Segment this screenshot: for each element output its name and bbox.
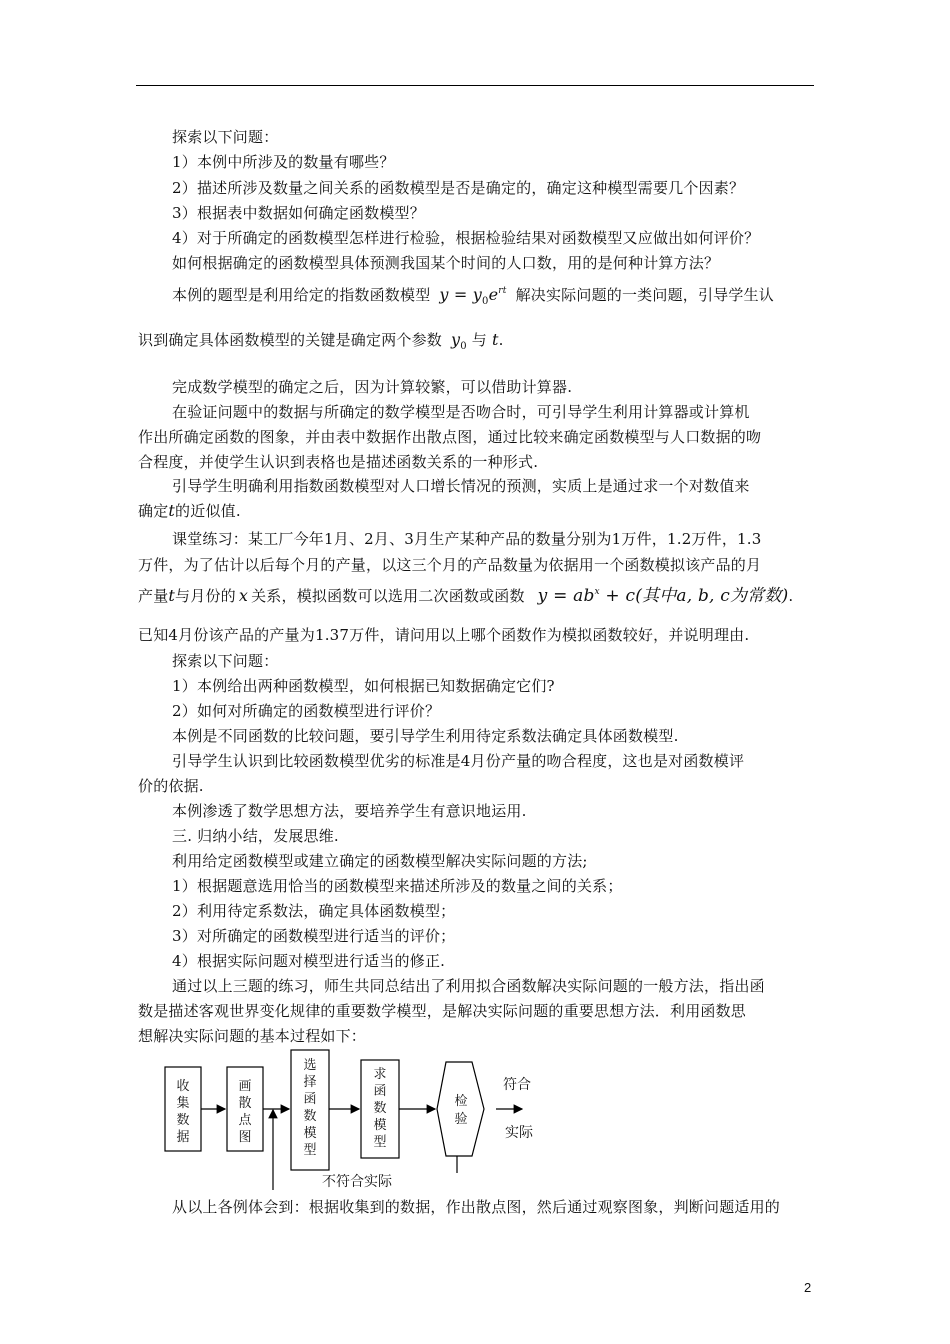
flow-char: 模 [373,1118,387,1133]
text-span: 确定 [138,502,169,520]
flow-output-label: 实际 [505,1125,533,1141]
text-line: 通过以上三题的练习，师生共同总结出了利用拟合函数解决实际问题的一般方法，指出函 [172,977,765,995]
text-span: . [498,331,504,349]
text-line: 作出所确定函数的图象，并由表中数据作出散点图，通过比较来确定函数模型与人口数据的吻 [138,428,762,446]
flow-char: 图 [238,1130,252,1145]
text-line: 利用给定函数模型或建立确定的函数模型解决实际问题的方法; [172,852,588,870]
flow-char: 择 [303,1075,317,1090]
text-line: 价的依据. [138,777,204,795]
flow-char: 选 [303,1058,317,1073]
flow-char: 检 [454,1094,468,1109]
text-line: 3）根据表中数据如何确定函数模型？ [172,204,425,222]
formula-subscript: 0 [482,296,489,307]
text-line: 引导学生认识到比较函数模型优劣的标准是4月份产量的吻合程度，这也是对函数模评 [172,752,745,770]
text-span: 本例的题型是利用给定的指数函数模型 [172,286,431,304]
text-span: 与 [471,331,487,349]
formula-exponential-model [439,285,507,307]
flow-box-verify [437,1062,484,1156]
flow-char: 集 [176,1096,190,1111]
text-line: 2）如何对所确定的函数模型进行评价？ [172,702,441,720]
formula-model-abx-c [538,586,789,606]
text-line: 1）根据题意选用恰当的函数模型来描述所涉及的数量之间的关系； [172,877,623,895]
text-line-with-formula [138,501,241,521]
flow-char: 数 [303,1109,317,1124]
text-span: 识到确定具体函数模型的关键是确定两个参数 [138,331,443,349]
text-line: 完成数学模型的确定之后，因为计算较繁，可以借助计算器. [172,378,573,396]
formula-part: y = y [439,285,483,304]
text-line: 想解决实际问题的基本过程如下： [138,1027,367,1045]
text-line-with-formula [138,330,504,357]
flow-char: 型 [373,1135,387,1150]
flow-char: 据 [176,1130,190,1145]
flow-char: 函 [303,1092,317,1107]
flow-char: 画 [238,1079,252,1094]
text-span: 关系，模拟函数可以选用二次函数或函数 [251,587,525,605]
text-line: 本例渗透了数学思想方法，要培养学生有意识地运用. [172,802,527,820]
formula-param-y0 [450,330,467,352]
text-span: 解决实际问题的一类问题，引导学生认 [515,286,774,304]
formula-subscript: 0 [460,341,467,352]
formula-param-t: t [168,501,176,520]
formula-param-x: x [238,586,249,605]
text-line: 探索以下问题： [172,128,279,146]
text-line: 1）本例给出两种函数模型，如何根据已知数据确定它们? [172,677,555,695]
text-line: 1）本例中所涉及的数量有哪些？ [172,153,395,171]
text-line: 如何根据确定的函数模型具体预测我国某个时间的人口数，用的是何种计算方法？ [172,254,720,272]
text-line: 4）对于所确定的函数模型怎样进行检验，根据检验结果对函数模型又应做出如何评价？ [172,229,760,247]
text-line: 课堂练习：某工厂今年1月、2月、3月生产某种产品的数量分别为1万件，1.2万件，1.3 [172,530,762,548]
formula-param-t: t [491,330,499,349]
text-line-with-formula [138,582,793,606]
formula-param-t: t [168,586,176,605]
flow-char: 散 [238,1096,252,1111]
page-number: 2 [804,1280,812,1295]
text-line: 2）利用待定系数法，确定具体函数模型； [172,902,456,920]
text-line: 从以上各例体会到：根据收集到的数据，作出散点图，然后通过观察图象，判断问题适用的 [172,1198,781,1216]
formula-part: e [488,285,499,304]
flow-char: 数 [176,1113,190,1128]
formula-part: y [450,330,461,349]
flow-char: 模 [303,1126,317,1141]
text-line: 数是描述客观世界变化规律的重要数学模型，是解决实际问题的重要思想方法．利用函数思 [138,1002,747,1020]
flow-char: 求 [373,1067,387,1082]
formula-part: + c(其中a, b, c为常数) [599,586,789,606]
text-line: 合程度，并使学生认识到表格也是描述函数关系的一种形式. [138,453,539,471]
text-span: 与月份的 [175,587,236,605]
flow-output-label: 符合 [503,1077,531,1093]
header-rule [136,85,814,86]
text-line: 探索以下问题： [172,652,279,670]
text-line: 4）根据实际问题对模型进行适当的修正. [172,952,446,970]
text-line: 3）对所确定的函数模型进行适当的评价； [172,927,456,945]
formula-part: y = ab [537,586,595,606]
text-line: 在验证问题中的数据与所确定的数学模型是否吻合时，可引导学生利用计算器或计算机 [172,403,750,421]
section-heading: 三. 归纳小结，发展思维. [172,827,339,845]
text-span: . [788,587,794,605]
text-line-with-formula [172,281,774,312]
flow-char: 函 [373,1084,387,1099]
formula-superscript: x [594,587,600,597]
flow-char: 验 [454,1112,468,1127]
text-span: 产量 [138,587,169,605]
flow-char: 型 [303,1143,317,1158]
text-line: 2）描述所涉及数量之间关系的函数模型是否是确定的，确定这种模型需要几个因素？ [172,179,745,197]
flow-feedback-label: 不符合实际 [322,1174,392,1190]
text-line: 已知4月份该产品的产量为1.37万件，请问用以上哪个函数作为模拟函数较好，并说明理由. [138,626,750,644]
text-line: 本例是不同函数的比较问题，要引导学生利用待定系数法确定具体函数模型. [172,727,679,745]
text-line: 万件，为了估计以后每个月的产量，以这三个月的产品数量为依据用一个函数模拟该产品的月 [138,556,762,574]
flow-char: 点 [238,1113,252,1128]
formula-superscript: rt [498,286,507,296]
flow-box-solve-model-label [373,1066,386,1150]
flow-char: 收 [176,1079,190,1094]
text-line: 引导学生明确利用指数函数模型对人口增长情况的预测，实质上是通过求一个对数值来 [172,477,750,495]
flow-char: 数 [373,1101,387,1116]
text-span: 的近似值. [175,502,241,520]
process-flowchart [150,1040,570,1190]
